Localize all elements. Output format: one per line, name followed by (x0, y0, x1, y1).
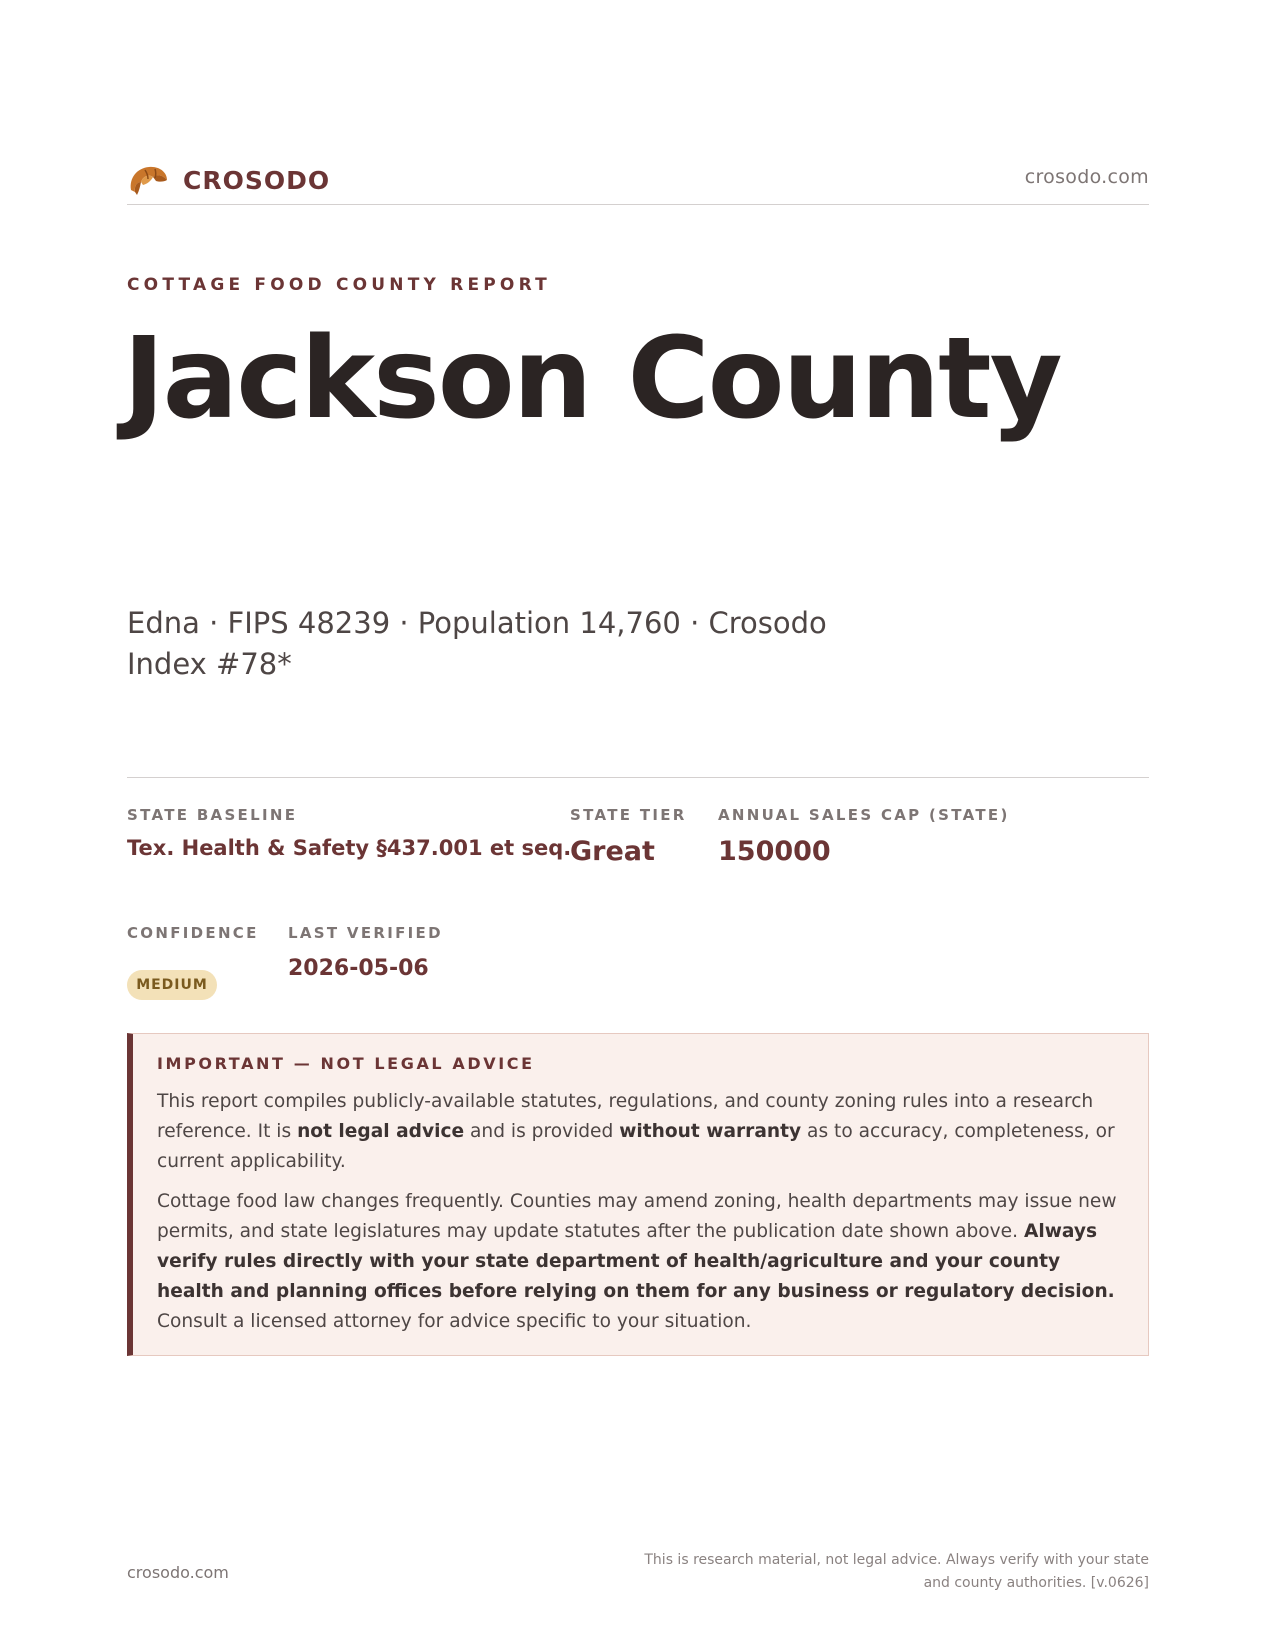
footer-disclaimer-line-2: and county authorities. [v.0626] (923, 1575, 1149, 1591)
page-header (127, 158, 1149, 205)
notice-title: IMPORTANT — NOT LEGAL ADVICE (157, 1054, 535, 1073)
state-baseline-value: Tex. Health & Safety §437.001 et seq. (127, 836, 572, 860)
sales-cap-value: 150000 (718, 836, 831, 867)
last-verified-label: LAST VERIFIED (288, 924, 443, 942)
confidence-label: CONFIDENCE (127, 924, 259, 942)
state-tier-label: STATE TIER (570, 806, 687, 824)
brand-name: CROSODO (183, 165, 331, 195)
last-verified-value: 2026-05-06 (288, 956, 429, 981)
county-subtitle: Edna · FIPS 48239 · Population 14,760 · Crosodo Index #78* (127, 606, 827, 681)
footer-site-url[interactable]: crosodo.com (127, 1563, 229, 1582)
footer-disclaimer-line-1: This is research material, not legal advice. Always verify with your state (644, 1552, 1149, 1568)
site-url[interactable]: crosodo.com (1024, 166, 1149, 188)
legal-notice (127, 1033, 1149, 1356)
county-title: Jackson County (123, 314, 1061, 444)
confidence-badge: MEDIUM (127, 970, 217, 1000)
section-divider (127, 777, 1149, 778)
report-eyebrow: COTTAGE FOOD COUNTY REPORT (127, 275, 551, 295)
brand[interactable] (127, 160, 330, 200)
footer-disclaimer (589, 1549, 1149, 1595)
notice-paragraph-1: This report compiles publicly-available statutes, regulations, and county zoning rules into a research reference. It is not legal advice and is provided without warranty as to accuracy, completeness, or current applicability. (157, 1091, 1115, 1172)
croissant-icon (127, 160, 169, 200)
report-page (123, 0, 1149, 1650)
state-tier-value: Great (570, 836, 655, 867)
notice-paragraph-2: Cottage food law changes frequently. Counties may amend zoning, health departments may issue new permits, and state legislatures may update statutes after the publication date shown above. Always verify rules directly with your state department of health/agriculture and your county health and planning offices before relying on them for any business or regulatory decision. Consult a licensed attorney for advice specific to your situation. (157, 1191, 1117, 1332)
sales-cap-label: ANNUAL SALES CAP (STATE) (718, 806, 1010, 824)
state-baseline-label: STATE BASELINE (127, 806, 298, 824)
